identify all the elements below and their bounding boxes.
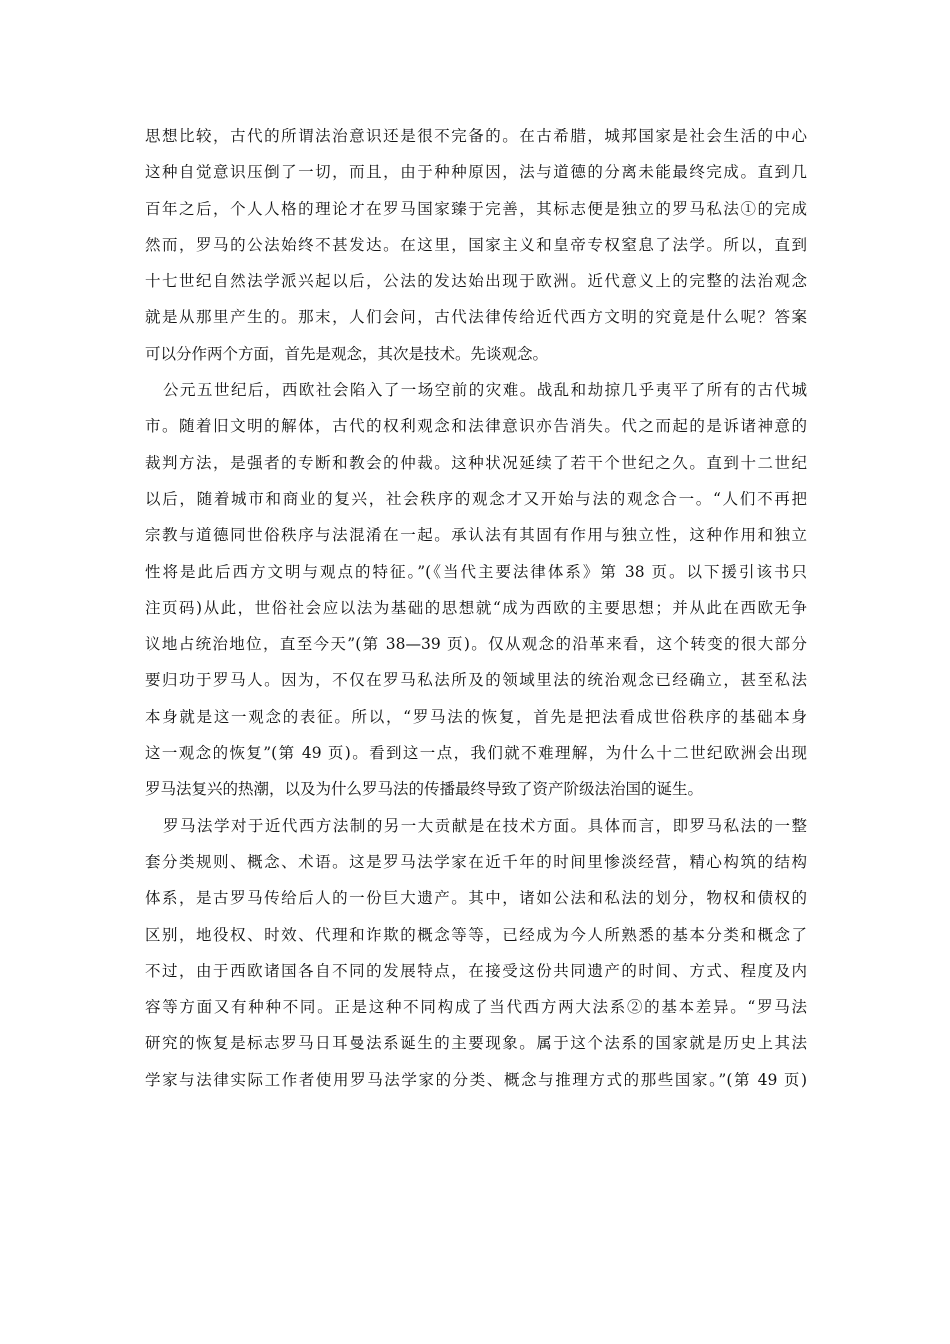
- text-line: 学家与法律实际工作者使用罗马法学家的分类、概念与推理方式的那些国家。”(第 49 页): [145, 1070, 807, 1089]
- text-line: 这种自觉意识压倒了一切，而且，由于种种原因，法与道德的分离未能最终完成。直到几: [145, 163, 807, 182]
- text-line: 罗马法学对于近代西方法制的另一大贡献是在技术方面。具体而言，即罗马私法的一整: [163, 816, 807, 835]
- text-line: 公元五世纪后，西欧社会陷入了一场空前的灾难。战乱和劫掠几乎夷平了所有的古代城: [163, 381, 807, 400]
- text-line: 以后，随着城市和商业的复兴，社会秩序的观念才又开始与法的观念合一。“人们不再把: [145, 489, 807, 508]
- text-line: 注页码)从此，世俗社会应以法为基础的思想就“成为西欧的主要思想；并从此在西欧无争: [145, 598, 807, 617]
- text-line: 性将是此后西方文明与观点的特征。”(《当代主要法律体系》第 38 页。以下援引该书只: [145, 562, 807, 581]
- text-line: 宗教与道德同世俗秩序与法混淆在一起。承认法有其固有作用与独立性，这种作用和独立: [145, 526, 807, 545]
- body-text: [145, 118, 807, 1098]
- text-line: 可以分作两个方面，首先是观念，其次是技术。先谈观念。: [145, 344, 549, 363]
- text-line: 裁判方法，是强者的专断和教会的仲裁。这种状况延续了若干个世纪之久。直到十二世纪: [145, 453, 807, 472]
- text-line: 研究的恢复是标志罗马日耳曼法系诞生的主要现象。属于这个法系的国家就是历史上其法: [145, 1034, 807, 1053]
- text-line: 体系，是古罗马传给后人的一份巨大遗产。其中，诸如公法和私法的划分，物权和债权的: [145, 889, 807, 908]
- text-line: 市。随着旧文明的解体，古代的权利观念和法律意识亦告消失。代之而起的是诉诸神意的: [145, 417, 807, 436]
- text-line: 要归功于罗马人。因为，不仅在罗马私法所及的领域里法的统治观念已经确立，甚至私法: [145, 671, 807, 690]
- text-line: 十七世纪自然法学派兴起以后，公法的发达始出现于欧洲。近代意义上的完整的法治观念: [145, 272, 807, 291]
- text-line: 然而，罗马的公法始终不甚发达。在这里，国家主义和皇帝专权窒息了法学。所以，直到: [145, 235, 807, 254]
- text-line: 就是从那里产生的。那末，人们会问，古代法律传给近代西方文明的究竟是什么呢？答案: [145, 308, 807, 327]
- text-line: 罗马法复兴的热潮，以及为什么罗马法的传播最终导致了资产阶级法治国的诞生。: [145, 780, 704, 799]
- text-line: 议地占统治地位，直至今天”(第 38—39 页)。仅从观念的沿革来看，这个转变的很大部分: [145, 635, 807, 654]
- text-line: 不过，由于西欧诸国各自不同的发展特点，在接受这份共同遗产的时间、方式、程度及内: [145, 961, 807, 980]
- text-line: 思想比较，古代的所谓法治意识还是很不完备的。在古希腊，城邦国家是社会生活的中心: [145, 127, 807, 145]
- text-line: 本身就是这一观念的表征。所以，“罗马法的恢复，首先是把法看成世俗秩序的基础本身: [145, 707, 807, 726]
- text-line: 区别，地役权、时效、代理和诈欺的概念等等，已经成为今人所熟悉的基本分类和概念了: [145, 925, 807, 944]
- text-line: 这一观念的恢复”(第 49 页)。看到这一点，我们就不难理解，为什么十二世纪欧洲会出现: [145, 744, 807, 763]
- text-line: 容等方面又有种种不同。正是这种不同构成了当代西方两大法系②的基本差异。“罗马法: [145, 998, 807, 1017]
- text-line: 百年之后，个人人格的理论才在罗马国家臻于完善，其标志便是独立的罗马私法①的完成: [145, 199, 807, 218]
- text-line: 套分类规则、概念、术语。这是罗马法学家在近千年的时间里惨淡经营，精心构筑的结构: [145, 852, 807, 871]
